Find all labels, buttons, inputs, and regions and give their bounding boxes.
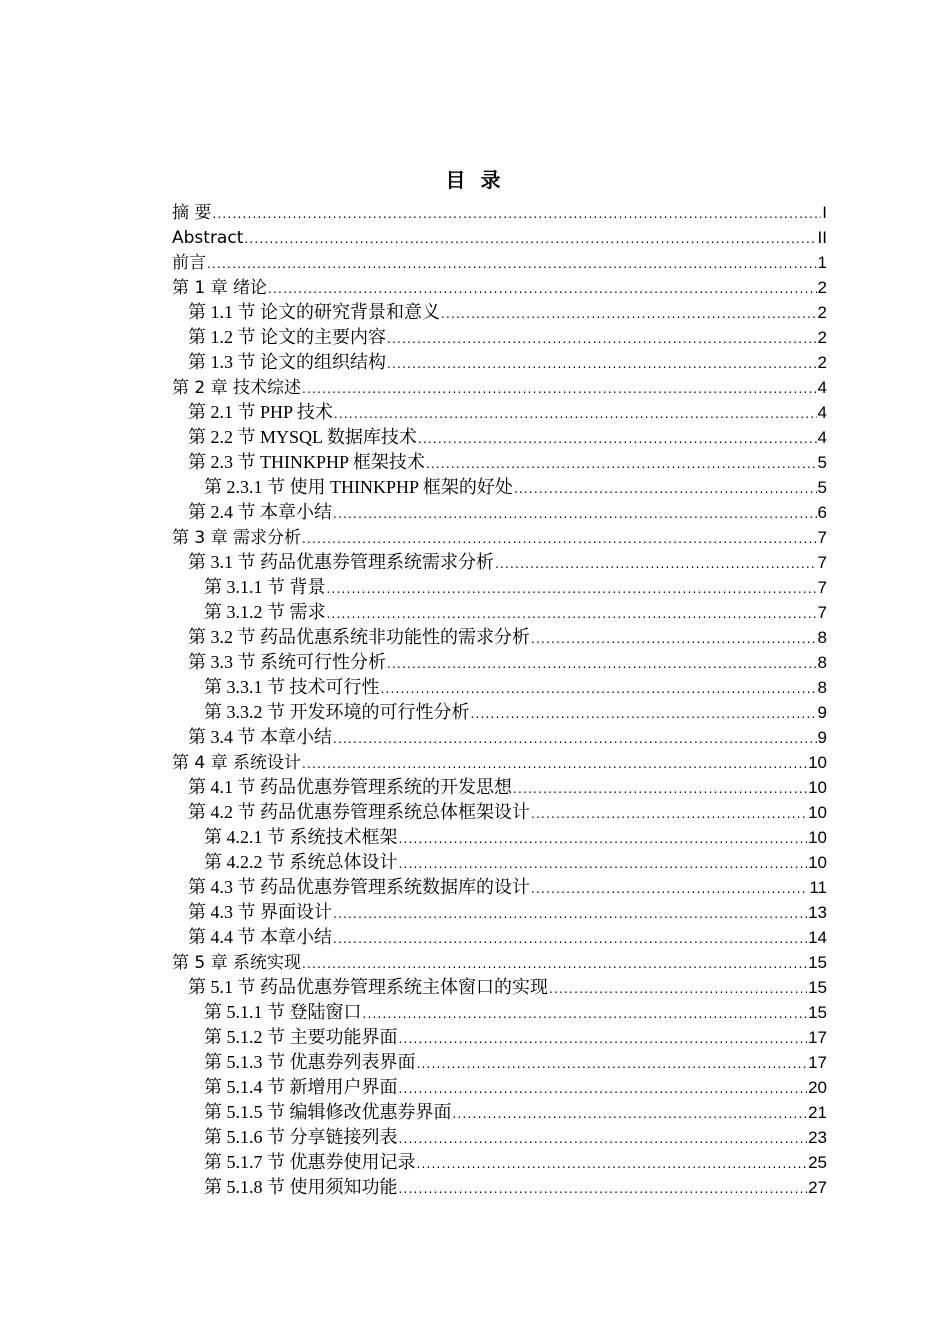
- toc-entry[interactable]: [172, 625, 827, 650]
- toc-page-number: 5: [817, 453, 827, 472]
- toc-dot-leader: [302, 377, 817, 402]
- toc-entry[interactable]: [172, 325, 827, 350]
- toc-entry[interactable]: [172, 650, 827, 675]
- toc-page-number: 7: [817, 553, 827, 572]
- toc-dot-leader: [327, 577, 817, 602]
- toc-entry-label: 第 5.1.2 节 主要功能界面: [204, 1027, 398, 1047]
- toc-entry[interactable]: [172, 1000, 827, 1025]
- toc-dot-leader: [212, 202, 821, 227]
- toc-entry[interactable]: [172, 975, 827, 1000]
- toc-dot-leader: [418, 427, 817, 452]
- toc-entry-label: 第 3.1 节 药品优惠券管理系统需求分析: [188, 552, 494, 572]
- toc-entry-label: 第 3.3 节 系统可行性分析: [188, 652, 386, 672]
- toc-page-number: 17: [808, 1053, 827, 1072]
- toc-page-number: 9: [817, 728, 827, 747]
- toc-entry-label: 第 3.1.1 节 背景: [204, 577, 326, 597]
- toc-page-number: 7: [817, 603, 827, 622]
- toc-entry-label: 第 3.2 节 药品优惠系统非功能性的需求分析: [188, 627, 530, 647]
- toc-entry-label: 第 1.1 节 论文的研究背景和意义: [188, 302, 440, 322]
- toc-entry[interactable]: [172, 1025, 827, 1050]
- toc-page-number: 10: [808, 778, 827, 797]
- toc-page-number: 4: [817, 378, 827, 397]
- toc-entry-label: 第 3.1.2 节 需求: [204, 602, 326, 622]
- toc-entry-label: 第 5.1.8 节 使用须知功能: [204, 1177, 398, 1197]
- toc-page-number: 21: [808, 1103, 827, 1122]
- toc-entry-label: 第 4 章 系统设计: [172, 753, 302, 773]
- toc-dot-leader: [302, 752, 807, 777]
- toc-entry[interactable]: [172, 300, 827, 325]
- toc-dot-leader: [302, 952, 807, 977]
- toc-entry[interactable]: [172, 750, 827, 775]
- toc-page-number: 2: [817, 328, 827, 347]
- toc-page-number: 17: [808, 1028, 827, 1047]
- toc-page-number: 10: [808, 753, 827, 772]
- toc-page-number: 9: [817, 703, 827, 722]
- toc-page-number: 15: [808, 1003, 827, 1022]
- toc-entry-label: 第 5.1.4 节 新增用户界面: [204, 1077, 398, 1097]
- toc-page-number: 6: [817, 503, 827, 522]
- toc-page-number: 2: [817, 278, 827, 297]
- toc-entry-label: 第 5.1.3 节 优惠券列表界面: [204, 1052, 416, 1072]
- toc-entry[interactable]: [172, 600, 827, 625]
- toc-dot-leader: [387, 352, 817, 377]
- toc-dot-leader: [387, 652, 817, 677]
- toc-page-number: 4: [817, 403, 827, 422]
- toc-entry[interactable]: [172, 1050, 827, 1075]
- toc-dot-leader: [417, 1152, 808, 1177]
- toc-dot-leader: [244, 227, 816, 252]
- toc-dot-leader: [333, 927, 807, 952]
- toc-entry-label: 第 3.3.2 节 开发环境的可行性分析: [204, 702, 470, 722]
- toc-dot-leader: [302, 527, 817, 552]
- toc-entry[interactable]: [172, 1100, 827, 1125]
- toc-dot-leader: [513, 777, 807, 802]
- toc-entry[interactable]: [172, 700, 827, 725]
- toc-entry-label: 第 5.1 节 药品优惠券管理系统主体窗口的实现: [188, 977, 548, 997]
- toc-entry[interactable]: [172, 725, 827, 750]
- toc-page-number: 20: [808, 1078, 827, 1097]
- toc-page-number: 8: [817, 678, 827, 697]
- toc-dot-leader: [531, 627, 817, 652]
- toc-page-number: 14: [808, 928, 827, 947]
- toc-dot-leader: [495, 552, 817, 577]
- toc-dot-leader: [441, 302, 817, 327]
- toc-entry[interactable]: [172, 900, 827, 925]
- toc-entry-label: 第 5.1.5 节 编辑修改优惠券界面: [204, 1102, 452, 1122]
- toc-entry[interactable]: [172, 1125, 827, 1150]
- toc-entry-label: 第 5 章 系统实现: [172, 953, 302, 973]
- toc-entry[interactable]: [172, 775, 827, 800]
- toc-entry-label: 第 1.2 节 论文的主要内容: [188, 327, 386, 347]
- toc-dot-leader: [207, 252, 817, 277]
- toc-entry[interactable]: [172, 500, 827, 525]
- toc-page-number: 27: [808, 1178, 827, 1197]
- toc-entry-label: 第 3 章 需求分析: [172, 528, 302, 548]
- toc-entry[interactable]: [172, 575, 827, 600]
- toc-entry-label: 第 2.3 节 THINKPHP 框架技术: [188, 452, 425, 472]
- toc-page-number: 23: [808, 1128, 827, 1147]
- toc-dot-leader: [426, 452, 817, 477]
- toc-entry[interactable]: [172, 675, 827, 700]
- toc-dot-leader: [363, 1002, 808, 1027]
- toc-entry[interactable]: [172, 925, 827, 950]
- toc-entry-label: 第 5.1.6 节 分享链接列表: [204, 1127, 398, 1147]
- toc-page-number: 10: [808, 853, 827, 872]
- toc-page-number: 7: [817, 578, 827, 597]
- toc-page-number: 15: [808, 978, 827, 997]
- toc-entry[interactable]: [172, 225, 827, 250]
- toc-entry[interactable]: [172, 425, 827, 450]
- toc-entry[interactable]: [172, 550, 827, 575]
- toc-entry[interactable]: [172, 400, 827, 425]
- toc-page-number: 7: [817, 528, 827, 547]
- toc-page-number: 8: [817, 628, 827, 647]
- toc-dot-leader: [333, 902, 807, 927]
- toc-entry[interactable]: [172, 1150, 827, 1175]
- toc-dot-leader: [471, 702, 817, 727]
- toc-entry[interactable]: [172, 950, 827, 975]
- toc-page-number: 4: [817, 428, 827, 447]
- toc-entry[interactable]: [172, 250, 827, 275]
- toc-page-number: II: [817, 228, 827, 247]
- toc-page-number: 8: [817, 653, 827, 672]
- toc-entry-label: 第 4.1 节 药品优惠券管理系统的开发思想: [188, 777, 512, 797]
- toc-dot-leader: [417, 1052, 808, 1077]
- toc-dot-leader: [399, 852, 808, 877]
- toc-entry[interactable]: [172, 350, 827, 375]
- toc-entry-label: 第 2 章 技术综述: [172, 378, 302, 398]
- toc-entry[interactable]: [172, 875, 827, 900]
- toc-entry-label: 第 3.4 节 本章小结: [188, 727, 332, 747]
- toc-page-number: 1: [817, 253, 827, 272]
- toc-entry-label: 摘 要: [172, 203, 212, 223]
- toc-page-number: 10: [808, 828, 827, 847]
- toc-entry-label: 第 4.2.1 节 系统技术框架: [204, 827, 398, 847]
- toc-dot-leader: [531, 802, 807, 827]
- toc-dot-leader: [381, 677, 817, 702]
- toc-dot-leader: [399, 1127, 808, 1152]
- toc-dot-leader: [514, 477, 817, 502]
- toc-dot-leader: [333, 502, 817, 527]
- toc-entry[interactable]: [172, 200, 827, 225]
- toc-dot-leader: [399, 1077, 808, 1102]
- toc-entry-label: 前言: [172, 253, 206, 273]
- toc-entry-label: 第 5.1.1 节 登陆窗口: [204, 1002, 362, 1022]
- toc-page-number: 13: [808, 903, 827, 922]
- toc-page-number: 5: [817, 478, 827, 497]
- toc-entry[interactable]: [172, 525, 827, 550]
- toc-page-number: 2: [817, 353, 827, 372]
- toc-dot-leader: [327, 602, 817, 627]
- toc-dot-leader: [399, 1027, 808, 1052]
- toc-page-number: I: [822, 203, 827, 222]
- toc-entry-label: 第 4.3 节 药品优惠券管理系统数据库的设计: [188, 877, 530, 897]
- toc-entry-label: 第 2.1 节 PHP 技术: [188, 402, 333, 422]
- toc-entry[interactable]: [172, 475, 827, 500]
- toc-entry-label: 第 2.2 节 MYSQL 数据库技术: [188, 427, 417, 447]
- toc-entry-label: 第 4.3 节 界面设计: [188, 902, 332, 922]
- toc-page-number: 10: [808, 803, 827, 822]
- toc-dot-leader: [333, 727, 817, 752]
- toc-entry[interactable]: [172, 450, 827, 475]
- toc-entry-label: 第 1.3 节 论文的组织结构: [188, 352, 386, 372]
- toc-entry-label: 第 5.1.7 节 优惠券使用记录: [204, 1152, 416, 1172]
- toc-dot-leader: [453, 1102, 808, 1127]
- toc-entry-label: 第 4.2 节 药品优惠券管理系统总体框架设计: [188, 802, 530, 822]
- toc-title: 目 录: [445, 168, 505, 192]
- toc-entry-label: 第 3.3.1 节 技术可行性: [204, 677, 380, 697]
- toc-list: [172, 200, 827, 1200]
- toc-entry[interactable]: [172, 1175, 827, 1200]
- toc-page-number: 11: [809, 878, 827, 897]
- toc-page-number: 2: [817, 303, 827, 322]
- toc-entry-label: 第 2.3.1 节 使用 THINKPHP 框架的好处: [204, 477, 513, 497]
- toc-entry[interactable]: [172, 375, 827, 400]
- toc-dot-leader: [399, 827, 808, 852]
- toc-entry-label: 第 2.4 节 本章小结: [188, 502, 332, 522]
- toc-entry[interactable]: [172, 825, 827, 850]
- toc-entry-label: 第 1 章 绪论: [172, 278, 268, 298]
- toc-page-number: 25: [808, 1153, 827, 1172]
- toc-entry[interactable]: [172, 275, 827, 300]
- toc-entry[interactable]: [172, 800, 827, 825]
- toc-dot-leader: [268, 277, 817, 302]
- toc-entry[interactable]: [172, 1075, 827, 1100]
- toc-entry-label: Abstract: [172, 228, 244, 248]
- toc-page-number: 15: [808, 953, 827, 972]
- toc-entry-label: 第 4.4 节 本章小结: [188, 927, 332, 947]
- toc-dot-leader: [387, 327, 817, 352]
- toc-entry[interactable]: [172, 850, 827, 875]
- toc-dot-leader: [399, 1177, 808, 1202]
- toc-dot-leader: [531, 877, 808, 902]
- toc-entry-label: 第 4.2.2 节 系统总体设计: [204, 852, 398, 872]
- toc-dot-leader: [549, 977, 807, 1002]
- toc-dot-leader: [334, 402, 817, 427]
